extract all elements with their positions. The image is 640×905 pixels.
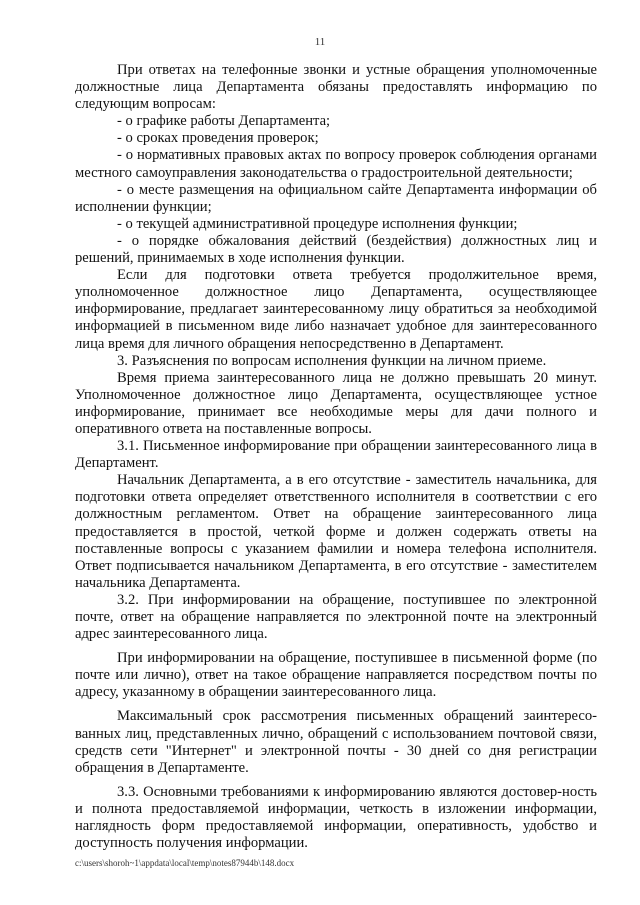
list-item-inspection-terms: - о сроках проведения проверок; [117,130,319,147]
paragraph-reception-time: Время приема заинтересованного лица не должно превышать 20 минут. Уполномоченное должностное лицо Департамента, осуществляющее устное информирование, принимает все необходимые меры для дачи полного и оперативного ответа на поставленные вопросы. [75,369,597,437]
paragraph-long-response: Если для подготовки ответа требуется продолжительное время, уполномоченное должностное лицо Департамента, осуществляющее информирование, предлагает заинтересованному лицу обратиться за необходимой информацией в письменном виде либо назначает удобное для заинтересованного лица время для личного обращения непосредственно в Департамент. [75,267,597,352]
paragraph-info-intro: При ответах на телефонные звонки и устные обращения уполномоченные должностные лица Департамента обязаны предоставлять информацию по следующим вопросам: [75,62,597,113]
paragraph-max-term: Максимальный срок рассмотрения письменных обращений заинтересо-ванных лиц, представленных лично, обращений с использованием почтовой связи, средств сети "Интернет" и электронной почты - 30 дней со дня регистрации обращения в Департаменте. [75,708,597,776]
document-body [75,62,597,852]
list-item-legal-acts: - о нормативных правовых актах по вопросу проверок соблюдения органами местного самоуправления законодательства о градостроительной деятельности; [75,147,597,181]
list-item-appeal-order: - о порядке обжалования действий (бездействия) должностных лиц и решений, принимаемых в ходе исполнения функции. [75,232,597,267]
list-item-website-info: - о месте размещения на официальном сайте Департамента информации об исполнении функции; [75,181,597,215]
section-3-3-requirements: 3.3. Основными требованиями к информированию являются достовер-ность и полнота предоставляемой информации, четкость в изложении информации, наглядность форм предоставляемой информации, оперативность, удобство и доступность получения информации. [75,783,597,852]
paragraph-written-form: При информировании на обращение, поступившее в письменной форме (по почте или лично), ответ на такое обращение направляется посредством почты по адресу, указанному в обращении заинтересованного лица. [75,650,597,701]
page-number: 11 [314,36,326,48]
footer-file-path: c:\users\shoroh~1\appdata\local\temp\notes87944b\148.docx [75,858,295,868]
list-item-schedule: - о графике работы Департамента; [117,113,331,130]
list-item-current-procedure: - о текущей административной процедуре исполнения функции; [117,215,518,232]
section-3-2-email: 3.2. При информировании на обращение, поступившее по электронной почте, ответ на обращение направляется по электронной почте на электронный адрес заинтересованного лица. [75,591,597,643]
paragraph-head-of-department: Начальник Департамента, а в его отсутствие - заместитель начальника, для подготовки ответа определяет ответственного исполнителя в соответствии с его должностным регламентом. Ответ на обращение заинтересованного лица предоставляется в простой, четкой форме и должен содержать ответы на поставленные вопросы с указанием фамилии и номера телефона исполнителя. Ответ подписывается начальником Департамента, в его отсутствие - заместителем начальника Департамента. [75,472,597,591]
section-heading-3-1: 3.1. Письменное информирование при обращении заинтересованного лица в Департамент. [75,438,597,472]
section-heading-3: 3. Разъяснения по вопросам исполнения функции на личном приеме. [117,352,547,369]
